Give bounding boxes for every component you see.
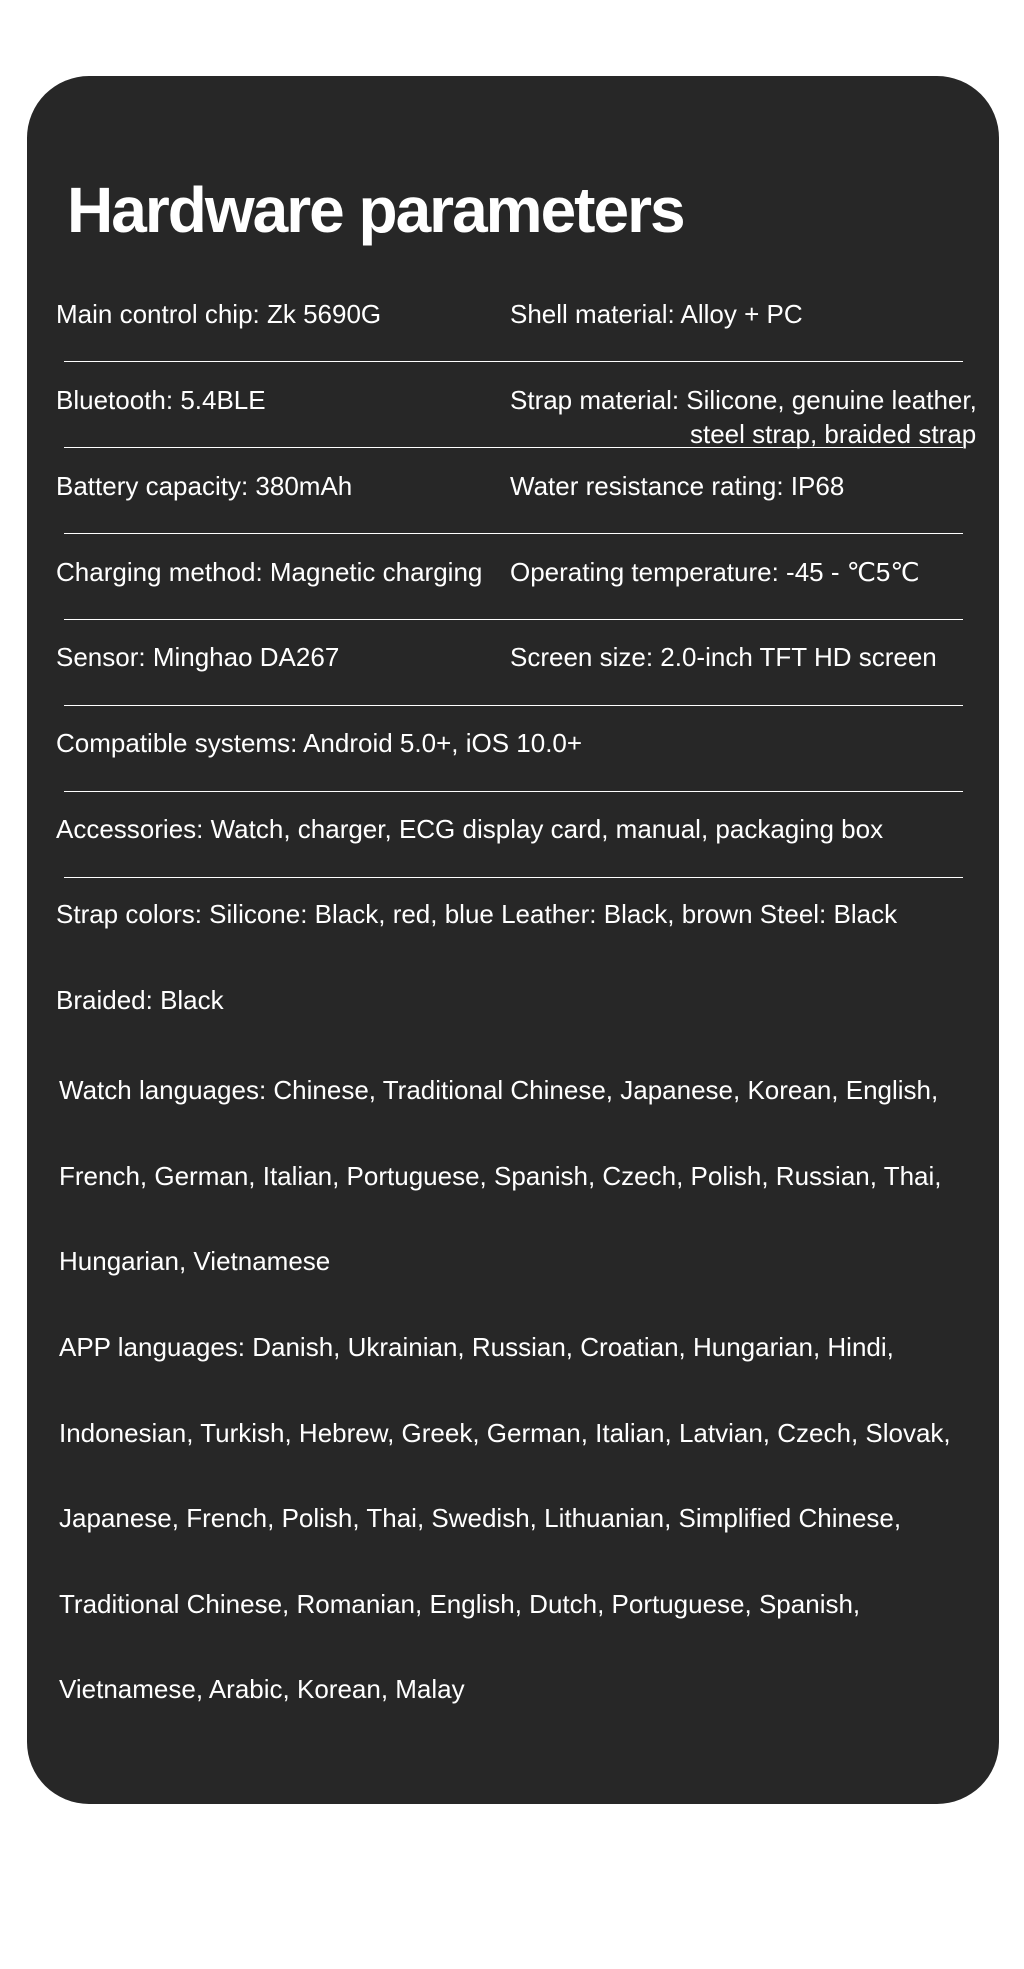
app-languages-line: Japanese, French, Polish, Thai, Swedish, Lithuanian, Simplified Chinese, (59, 1503, 902, 1533)
spec-card (27, 76, 999, 1804)
watch-languages-line: Hungarian, Vietnamese (59, 1246, 331, 1276)
watch-languages-line: Watch languages: Chinese, Traditional Chinese, Japanese, Korean, English, (59, 1075, 939, 1105)
spec-operating-temperature: Operating temperature: -45 - ℃5℃ (510, 557, 920, 587)
spec-strap-material-continued: steel strap, braided strap (690, 419, 977, 449)
divider (64, 619, 963, 620)
app-languages-line: Indonesian, Turkish, Hebrew, Greek, German, Italian, Latvian, Czech, Slovak, (59, 1418, 951, 1448)
page-title: Hardware parameters (67, 174, 684, 246)
spec-accessories: Accessories: Watch, charger, ECG display card, manual, packaging box (56, 814, 884, 844)
app-languages-line: Traditional Chinese, Romanian, English, Dutch, Portuguese, Spanish, (59, 1589, 861, 1619)
spec-sensor: Sensor: Minghao DA267 (56, 642, 340, 672)
spec-main-control-chip: Main control chip: Zk 5690G (56, 299, 382, 329)
spec-shell-material: Shell material: Alloy + PC (510, 299, 803, 329)
divider (64, 447, 963, 448)
app-languages-line: APP languages: Danish, Ukrainian, Russian, Croatian, Hungarian, Hindi, (59, 1332, 894, 1362)
watch-languages-line: French, German, Italian, Portuguese, Spanish, Czech, Polish, Russian, Thai, (59, 1161, 942, 1191)
divider (64, 791, 963, 792)
spec-compatible-systems: Compatible systems: Android 5.0+, iOS 10.0+ (56, 728, 583, 758)
divider (64, 361, 963, 362)
divider (64, 533, 963, 534)
spec-strap-colors: Strap colors: Silicone: Black, red, blue Leather: Black, brown Steel: Black (56, 899, 898, 929)
spec-strap-colors-continued: Braided: Black (56, 985, 224, 1015)
divider (64, 877, 963, 878)
spec-charging-method: Charging method: Magnetic charging (56, 557, 483, 587)
spec-battery-capacity: Battery capacity: 380mAh (56, 471, 353, 501)
divider (64, 705, 963, 706)
app-languages-line: Vietnamese, Arabic, Korean, Malay (59, 1674, 465, 1704)
spec-bluetooth: Bluetooth: 5.4BLE (56, 385, 266, 415)
spec-strap-material: Strap material: Silicone, genuine leather, (510, 385, 977, 415)
spec-screen-size: Screen size: 2.0-inch TFT HD screen (510, 642, 937, 672)
spec-water-resistance: Water resistance rating: IP68 (510, 471, 845, 501)
